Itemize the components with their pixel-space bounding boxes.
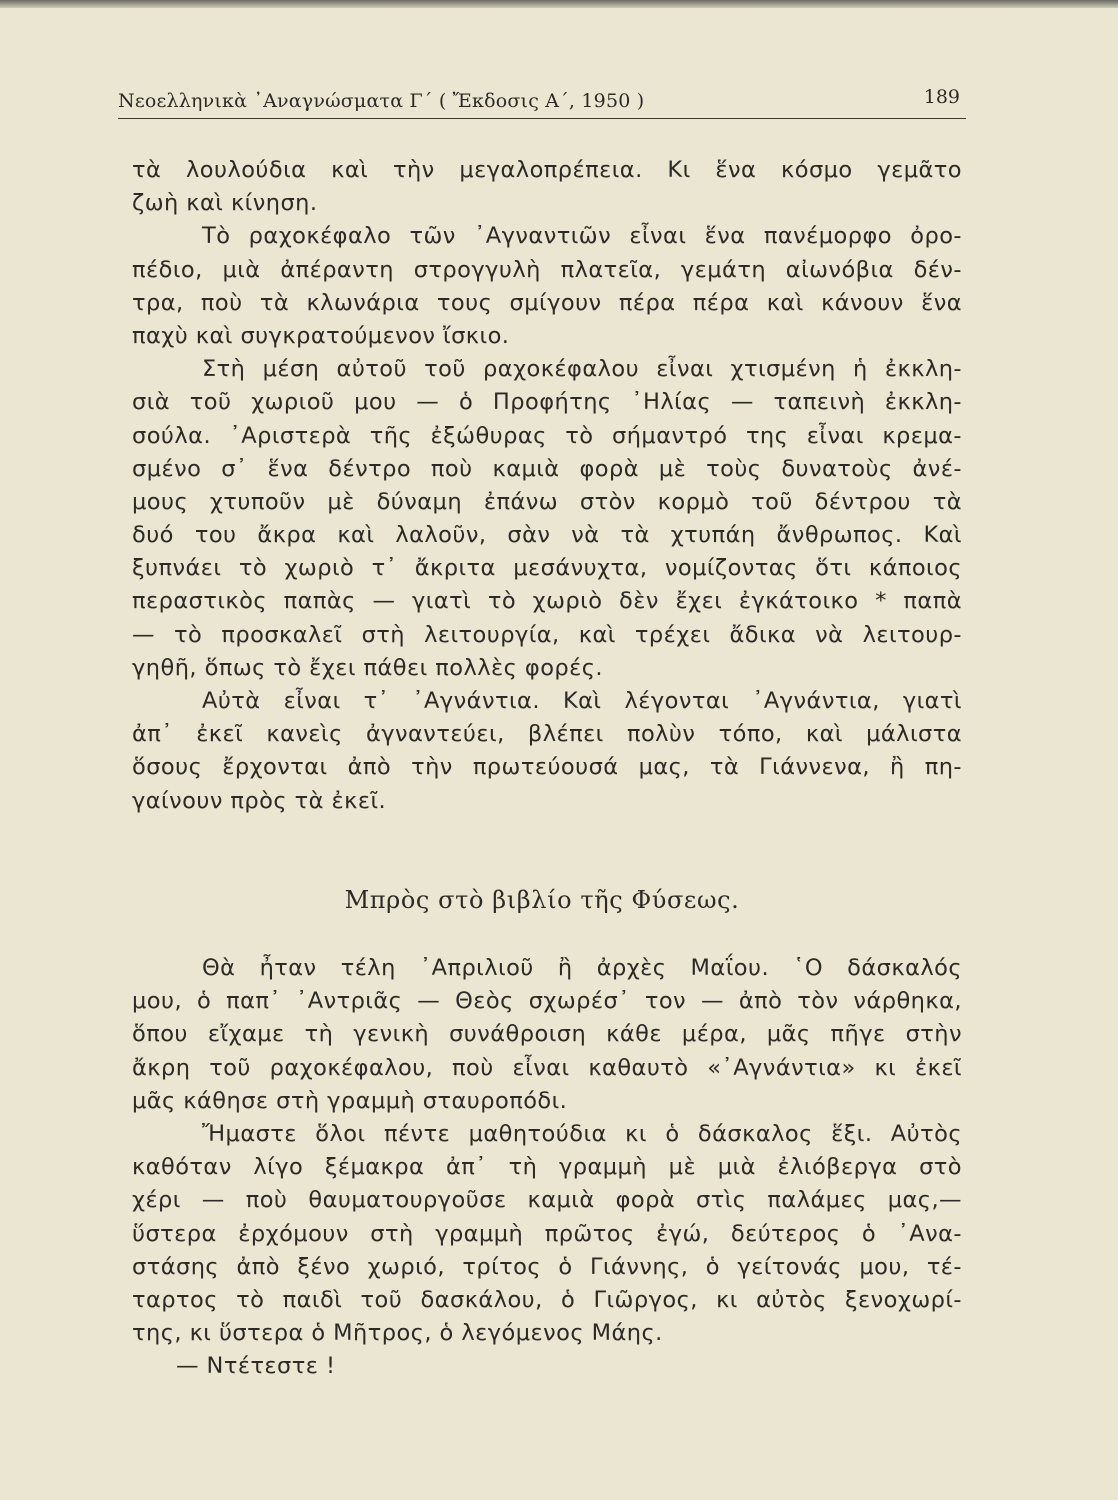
text-line: Θὰ ἦταν τέλη ᾿Απριλιοῦ ἢ ἀρχὲς Μαΐου. ῾Ο δάσκαλός xyxy=(202,955,962,981)
text-line: χέρι — ποὺ θαυματουργοῦσε καμιὰ φορὰ στὶς παλάμες μας,— xyxy=(132,1187,962,1214)
text-line: Τὸ ραχοκέφαλο τῶν ᾿Αγναντιῶν εἶναι ἕνα πανέμορφο ὀρο- xyxy=(202,223,962,250)
text-line: παχὺ καὶ συγκρατούμενον ἴσκιο. xyxy=(132,322,510,349)
text-line: μους χτυποῦν μὲ δύναμη ἐπάνω στὸν κορμὸ τοῦ δέντρου τὰ xyxy=(132,488,962,515)
text-line: μου, ὁ παπ᾿ ᾿Αντριᾶς — Θεὸς σχωρέσ᾿ τον — ἀπὸ τὸν νάρθηκα, xyxy=(132,988,962,1015)
text-line: ταρτος τὸ παιδὶ τοῦ δασκάλου, ὁ Γιῶργος, κι αὐτὸς ξενοχωρί- xyxy=(132,1286,962,1313)
text-line: τρα, ποὺ τὰ κλωνάρια τους σμίγουν πέρα πέρα καὶ κάνουν ἕνα xyxy=(132,289,962,316)
header-title: Νεοελληνικὰ ᾿Αναγνώσματα Γ΄ ( Ἔκδοσις Α΄, 1950 ) xyxy=(118,90,645,112)
text-line: γαίνουν πρὸς τὰ ἐκεῖ. xyxy=(132,787,387,814)
text-line: ἄκρη τοῦ ραχοκέφαλου, ποὺ εἶναι καθαυτὸ «᾿Αγνάντια» κι ἐκεῖ xyxy=(132,1054,962,1081)
text-line: ἀπ᾿ ἐκεῖ κανεὶς ἀγναντεύει, βλέπει πολὺν τόπο, καὶ μάλιστα xyxy=(132,721,962,748)
text-line: ὕστερα ἐρχόμουν στὴ γραμμὴ πρῶτος ἐγώ, δεύτερος ὁ ᾿Ανα- xyxy=(132,1220,962,1247)
text-line: σιὰ τοῦ χωριοῦ μου — ὁ Προφήτης ᾿Ηλίας — ταπεινὴ ἐκκλη- xyxy=(132,389,962,416)
text-line: τὰ λουλούδια καὶ τὴν μεγαλοπρέπεια. Κι ἕνα κόσμο γεμᾶτο xyxy=(132,157,962,183)
text-line: — τὸ προσκαλεῖ στὴ λειτουργία, καὶ τρέχει ἄδικα νὰ λειτουρ- xyxy=(132,621,962,648)
text-line: ξυπνάει τὸ χωριὸ τ᾿ ἄκριτα μεσάνυχτα, νομίζοντας ὅτι κάποιος xyxy=(132,555,962,582)
section-heading: Μπρὸς στὸ βιβλίο τῆς Φύσεως. xyxy=(344,886,740,914)
text-line: σούλα. ᾿Αριστερὰ τῆς ἐξώθυρας τὸ σήμαντρό της εἶναι κρεμα- xyxy=(132,422,962,449)
text-block-bottom xyxy=(132,952,962,1383)
page-number: 189 xyxy=(923,86,960,108)
text-line: της, κι ὕστερα ὁ Μῆτρος, ὁ λεγόμενος Μάης. xyxy=(132,1320,663,1347)
text-line: πέδιο, μιὰ ἀπέραντη στρογγυλὴ πλατεῖα, γεμάτη αἰωνόβια δέν- xyxy=(132,256,962,283)
text-line: σμένο σ᾿ ἕνα δέντρο ποὺ καμιὰ φορὰ μὲ τοὺς δυνατοὺς ἀνέ- xyxy=(132,455,962,482)
text-line: Αὐτὰ εἶναι τ᾿ ᾿Αγνάντια. Καὶ λέγονται ᾿Αγνάντια, γιατὶ xyxy=(202,688,962,714)
text-line: γηθῆ, ὅπως τὸ ἔχει πάθει πολλὲς φορές. xyxy=(132,654,604,681)
text-line: Ἤμαστε ὅλοι πέντε μαθητούδια κι ὁ δάσκαλος ἕξι. Αὐτὸς xyxy=(202,1120,962,1147)
text-line: — Ντέτεστε ! xyxy=(176,1353,336,1380)
text-block-top xyxy=(132,154,962,818)
text-line: ζωὴ καὶ κίνηση. xyxy=(132,190,318,217)
text-line: στάσης ἀπὸ ξένο χωριό, τρίτος ὁ Γιάννης, ὁ γείτονάς μου, τέ- xyxy=(132,1253,962,1280)
text-line: μᾶς κάθησε στὴ γραμμὴ σταυροπόδι. xyxy=(132,1087,568,1114)
page-top-edge xyxy=(0,0,1118,8)
text-line: δυό του ἄκρα καὶ λαλοῦν, σὰν νὰ τὰ χτυπάη ἄνθρωπος. Καὶ xyxy=(132,522,962,549)
text-line: ὅπου εἴχαμε τὴ γενικὴ συνάθροιση κάθε μέρα, μᾶς πῆγε στὴν xyxy=(132,1021,962,1048)
text-line: καθόταν λίγο ξέμακρα ἀπ᾿ τὴ γραμμὴ μὲ μιὰ ἐλιόβεργα στὸ xyxy=(132,1154,962,1181)
text-line: περαστικὸς παπὰς — γιατὶ τὸ χωριὸ δὲν ἔχει ἐγκάτοικο * παπὰ xyxy=(132,588,962,615)
running-header xyxy=(118,82,966,119)
book-page xyxy=(118,82,966,1380)
text-line: ὅσους ἔρχονται ἀπὸ τὴν πρωτεύουσά μας, τὰ Γιάννενα, ἢ πη- xyxy=(132,754,962,781)
text-line: Στὴ μέση αὐτοῦ τοῦ ραχοκέφαλου εἶναι χτισμένη ἡ ἐκκλη- xyxy=(202,356,962,383)
